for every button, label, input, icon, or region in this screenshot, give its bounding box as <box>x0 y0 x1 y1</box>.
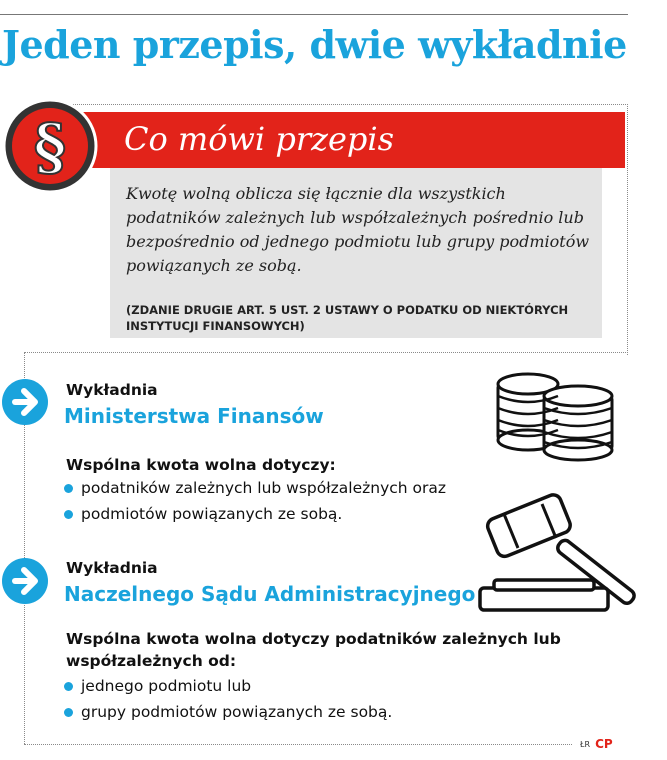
svg-text:§: § <box>33 110 67 183</box>
arrow-right-icon <box>0 377 50 427</box>
paragraph-icon <box>0 96 100 196</box>
section-header: Co mówi przepis <box>124 120 395 158</box>
list-item <box>64 703 392 721</box>
citation: (ZDANIE DRUGIE ART. 5 UST. 2 USTAWY O PODATKU OD NIEKTÓRYCH INSTYTUCJI FINANSOWYCH) <box>126 303 569 333</box>
divider-bottom <box>24 744 572 745</box>
bullet-dot <box>64 510 73 519</box>
section-header-bar <box>70 112 625 168</box>
top-rule <box>0 14 628 15</box>
bullet-dot <box>64 708 73 717</box>
bullet-dot <box>64 484 73 493</box>
author-initials: ŁR <box>580 739 591 749</box>
list-item-text: podmiotów powiązanych ze sobą. <box>81 505 343 523</box>
arrow-right-icon <box>0 556 50 606</box>
list-item-text: jednego podmiotu lub <box>81 677 252 695</box>
gavel-icon <box>468 476 658 626</box>
coins-icon <box>490 362 620 462</box>
interpretation-2-heading: Wspólna kwota wolna dotyczy podatników zależnych lub współzależnych od: <box>66 630 561 670</box>
interpretation-1-label: Wykładnia <box>66 381 158 399</box>
list-item-text: podatników zależnych lub współzależnych oraz <box>81 479 447 497</box>
list-item <box>64 677 251 695</box>
page-title: Jeden przepis, dwie wykładnie <box>2 22 627 67</box>
interpretation-1-heading: Wspólna kwota wolna dotyczy: <box>66 456 336 474</box>
quote-text: Kwotę wolną oblicza się łącznie dla wszystkich podatników zależnych lub współzależnych pośrednio lub bezpośrednio od jednego podmiotu lub grupy podmiotów powiązanych ze sobą. <box>126 184 590 275</box>
list-item <box>64 505 342 523</box>
interpretation-1-authority: Ministerstwa Finansów <box>64 404 324 428</box>
list-item <box>64 479 446 497</box>
bullet-dot <box>64 682 73 691</box>
author-signature <box>580 737 613 751</box>
list-item-text: grupy podmiotów powiązanych ze sobą. <box>81 703 393 721</box>
interpretation-2-label: Wykładnia <box>66 559 158 577</box>
interpretation-2-authority: Naczelnego Sądu Administracyjnego <box>64 582 476 606</box>
publisher-logo: CP <box>595 737 613 751</box>
divider <box>24 352 628 353</box>
